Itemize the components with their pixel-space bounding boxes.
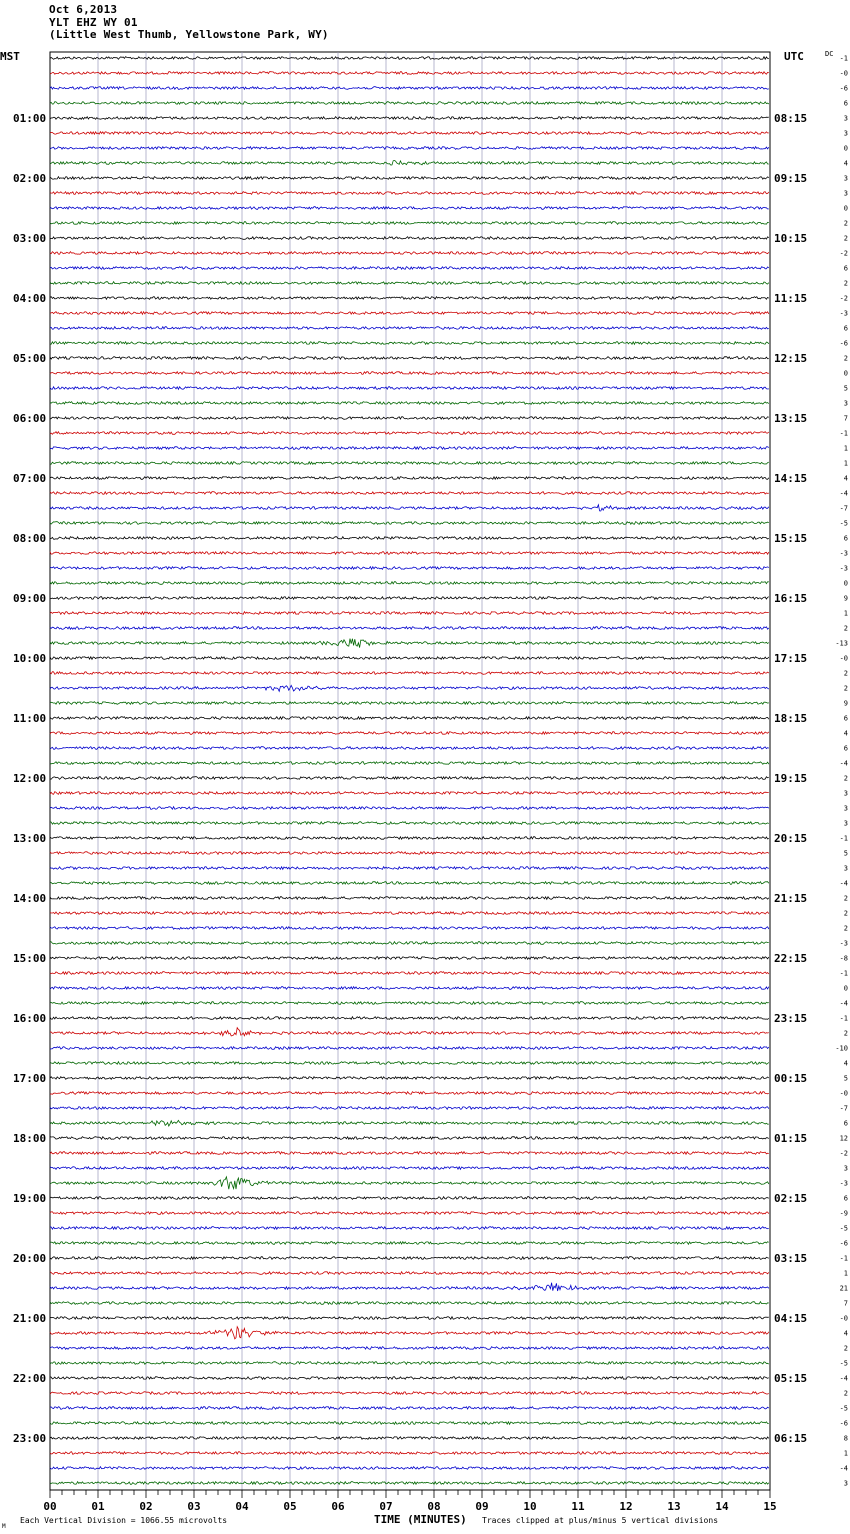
mst-hour-label: 05:00 (13, 352, 47, 365)
trace-row (50, 1212, 769, 1215)
trace-row (50, 777, 769, 780)
dc-offset-label: -4 (839, 999, 848, 1008)
dc-offset-label: -6 (839, 1239, 848, 1248)
trace-row (50, 432, 769, 435)
dc-offset-label: 2 (843, 219, 848, 228)
dc-offset-label: 4 (843, 1329, 848, 1338)
trace-row (50, 597, 769, 600)
trace-row (50, 57, 769, 60)
dc-offset-label: -1 (839, 969, 848, 978)
dc-offset-label: -1 (839, 1014, 848, 1023)
trace-row (50, 1197, 769, 1200)
dc-offset-label: 0 (843, 369, 848, 378)
utc-hour-label: 22:15 (774, 952, 808, 965)
trace-row (50, 1302, 769, 1305)
dc-offset-label: 0 (843, 984, 848, 993)
dc-offset-label: 2 (843, 924, 848, 933)
right-timezone-label: UTC (784, 50, 804, 63)
dc-offset-label: 1 (843, 459, 848, 468)
utc-hour-label: 00:15 (774, 1072, 808, 1085)
trace-row (50, 117, 769, 120)
trace-row (50, 552, 769, 555)
trace-row (50, 1167, 769, 1170)
mst-hour-label: 13:00 (13, 832, 47, 845)
trace-row (50, 282, 769, 285)
trace-row (50, 942, 769, 945)
dc-offset-label: -13 (835, 639, 848, 648)
dc-offset-label: -3 (839, 549, 848, 558)
utc-hour-label: 19:15 (774, 772, 808, 785)
trace-row (50, 402, 769, 405)
utc-hour-label: 04:15 (774, 1312, 808, 1325)
dc-offset-label: 5 (843, 849, 848, 858)
x-tick-label: 02 (139, 1500, 153, 1513)
trace-row (50, 957, 769, 960)
trace-row (50, 222, 769, 225)
trace-row (50, 1392, 769, 1395)
trace-row (50, 612, 769, 615)
dc-offset-label: 6 (843, 1194, 848, 1203)
mst-hour-label: 21:00 (13, 1312, 47, 1325)
utc-hour-label: 14:15 (774, 472, 808, 485)
dc-offset-label: 9 (843, 594, 848, 603)
dc-offset-label: 3 (843, 1164, 848, 1173)
trace-row (50, 1437, 769, 1440)
dc-offset-label: -3 (839, 564, 848, 573)
x-tick-label: 15 (763, 1500, 777, 1513)
x-tick-label: 08 (427, 1500, 441, 1513)
trace-row (50, 312, 769, 315)
trace-row (50, 1422, 769, 1425)
dc-offset-label: 6 (843, 714, 848, 723)
trace-row (50, 492, 769, 495)
trace-row (50, 972, 769, 975)
trace-row (50, 1452, 769, 1455)
trace-row (50, 1407, 769, 1410)
dc-offset-label: -3 (839, 939, 848, 948)
mst-hour-label: 09:00 (13, 592, 47, 605)
trace-row (50, 505, 769, 511)
utc-hour-label: 06:15 (774, 1432, 808, 1445)
dc-offset-label: 3 (843, 174, 848, 183)
x-tick-label: 01 (91, 1500, 105, 1513)
trace-row (50, 732, 769, 735)
dc-offset-label: 3 (843, 804, 848, 813)
trace-row (50, 987, 769, 990)
dc-offset-label: -2 (839, 1149, 848, 1158)
trace-row (50, 807, 769, 810)
x-tick-label: 13 (667, 1500, 681, 1513)
trace-row (50, 1002, 769, 1005)
dc-offset-label: 21 (839, 1284, 848, 1293)
mst-hour-label: 06:00 (13, 412, 47, 425)
dc-offset-label: -4 (839, 759, 848, 768)
trace-row (50, 357, 769, 360)
dc-offset-label: -4 (839, 1374, 848, 1383)
trace-row (50, 639, 769, 648)
mst-hour-label: 23:00 (13, 1432, 47, 1445)
trace-row (50, 1137, 769, 1140)
trace-row (50, 72, 769, 75)
dc-offset-label: 6 (843, 264, 848, 273)
trace-row (50, 1152, 769, 1155)
trace-row (50, 87, 769, 90)
x-tick-label: 04 (235, 1500, 249, 1513)
trace-row (50, 177, 769, 180)
dc-offset-label: 2 (843, 774, 848, 783)
trace-row (50, 192, 769, 195)
dc-offset-label: 4 (843, 1059, 848, 1068)
dc-offset-label: -7 (839, 1104, 848, 1113)
utc-hour-label: 23:15 (774, 1012, 808, 1025)
mst-hour-label: 08:00 (13, 532, 47, 545)
dc-offset-label: -1 (839, 834, 848, 843)
x-tick-label: 06 (331, 1500, 345, 1513)
dc-offset-label: 2 (843, 1344, 848, 1353)
dc-offset-label: 2 (843, 684, 848, 693)
trace-row (50, 1028, 769, 1036)
trace-row (50, 477, 769, 480)
trace-row (50, 792, 769, 795)
trace-row (50, 1017, 769, 1020)
mst-hour-label: 12:00 (13, 772, 47, 785)
dc-offset-label: -2 (839, 294, 848, 303)
trace-row (50, 1327, 769, 1339)
utc-hour-label: 12:15 (774, 352, 808, 365)
dc-offset-label: 7 (843, 1299, 848, 1308)
utc-hour-label: 03:15 (774, 1252, 808, 1265)
trace-row (50, 1177, 769, 1189)
dc-offset-label: 4 (843, 729, 848, 738)
trace-row (50, 1257, 769, 1260)
trace-row (50, 417, 769, 420)
x-axis-title: TIME (MINUTES) (374, 1513, 467, 1526)
trace-row (50, 1283, 769, 1291)
trace-row (50, 462, 769, 465)
mst-hour-label: 20:00 (13, 1252, 47, 1265)
dc-offset-label: 3 (843, 789, 848, 798)
utc-hour-label: 21:15 (774, 892, 808, 905)
dc-offset-label: -5 (839, 1404, 848, 1413)
trace-row (50, 1347, 769, 1350)
dc-offset-label: 9 (843, 699, 848, 708)
utc-hour-label: 02:15 (774, 1192, 808, 1205)
mst-hour-label: 07:00 (13, 472, 47, 485)
dc-offset-label: 3 (843, 819, 848, 828)
dc-offset-label: 6 (843, 99, 848, 108)
dc-offset-label: 2 (843, 669, 848, 678)
trace-row (50, 1227, 769, 1230)
trace-row (50, 1317, 769, 1320)
dc-offset-label: 1 (843, 609, 848, 618)
trace-row (50, 882, 769, 885)
trace-row (50, 685, 769, 691)
mst-hour-label: 02:00 (13, 172, 47, 185)
dc-offset-label: -0 (839, 69, 848, 78)
dc-offset-label: -5 (839, 1359, 848, 1368)
dc-offset-label: 3 (843, 189, 848, 198)
mst-hour-label: 18:00 (13, 1132, 47, 1145)
trace-row (50, 927, 769, 930)
utc-hour-label: 01:15 (774, 1132, 808, 1145)
dc-offset-label: 2 (843, 624, 848, 633)
footer (2, 1513, 718, 1530)
trace-row (50, 822, 769, 825)
x-tick-label: 11 (571, 1500, 585, 1513)
trace-row (50, 252, 769, 255)
trace-row (50, 702, 769, 705)
dc-offset-label: -8 (839, 954, 848, 963)
dc-offset-label: 6 (843, 1119, 848, 1128)
dc-offset-label: -4 (839, 1464, 848, 1473)
dc-offset-label: -9 (839, 1209, 848, 1218)
mst-hour-label: 10:00 (13, 652, 47, 665)
dc-offset-label: 6 (843, 324, 848, 333)
dc-offset-label: 4 (843, 159, 848, 168)
dc-offset-label: 5 (843, 384, 848, 393)
trace-row (50, 747, 769, 750)
dc-offset-label: 7 (843, 414, 848, 423)
utc-hour-label: 10:15 (774, 232, 808, 245)
trace-row (50, 537, 769, 540)
trace-row (50, 447, 769, 450)
dc-offset-label: 0 (843, 579, 848, 588)
trace-row (50, 1242, 769, 1245)
dc-offset-label: -5 (839, 519, 848, 528)
utc-hour-label: 16:15 (774, 592, 808, 605)
dc-offset-label: -1 (839, 54, 848, 63)
trace-row (50, 132, 769, 135)
utc-hour-label: 20:15 (774, 832, 808, 845)
x-tick-label: 10 (523, 1500, 537, 1513)
trace-row (50, 762, 769, 765)
dc-header-label: DC (825, 50, 834, 58)
dc-offset-label: 2 (843, 279, 848, 288)
dc-offset-label: 2 (843, 234, 848, 243)
utc-hour-label: 11:15 (774, 292, 808, 305)
dc-offset-label: 0 (843, 204, 848, 213)
trace-row (50, 1047, 769, 1050)
trace-row (50, 1062, 769, 1065)
dc-offset-label: 3 (843, 1479, 848, 1488)
mst-hour-label: 14:00 (13, 892, 47, 905)
trace-row (50, 147, 769, 150)
mst-hour-label: 19:00 (13, 1192, 47, 1205)
trace-row (50, 837, 769, 840)
utc-hour-label: 05:15 (774, 1372, 808, 1385)
dc-offset-label: 2 (843, 894, 848, 903)
x-tick-label: 05 (283, 1500, 297, 1513)
mst-hour-label: 15:00 (13, 952, 47, 965)
dc-offset-label: 0 (843, 144, 848, 153)
trace-row (50, 672, 769, 675)
trace-row (50, 1120, 769, 1126)
x-tick-label: 14 (715, 1500, 729, 1513)
scale-note: Each Vertical Division = 1066.55 microvolts (20, 1516, 228, 1525)
x-tick-label: 12 (619, 1500, 633, 1513)
trace-row (50, 582, 769, 585)
dc-offset-label: -0 (839, 654, 848, 663)
dc-offset-label: 5 (843, 1074, 848, 1083)
mst-hour-label: 01:00 (13, 112, 47, 125)
mst-hour-label: 11:00 (13, 712, 47, 725)
dc-offset-label: 12 (839, 1134, 848, 1143)
dc-offset-label: -1 (839, 1254, 848, 1263)
dc-offset-label: -0 (839, 1314, 848, 1323)
trace-row (50, 1377, 769, 1380)
trace-row (50, 852, 769, 855)
utc-hour-label: 15:15 (774, 532, 808, 545)
date-label: Oct 6,2013 (49, 3, 118, 16)
dc-offset-label: -3 (839, 1179, 848, 1188)
trace-row (50, 567, 769, 570)
dc-offset-label: 2 (843, 909, 848, 918)
trace-row (50, 912, 769, 915)
trace-row (50, 1107, 769, 1110)
dc-offset-label: 1 (843, 1449, 848, 1458)
dc-offset-label: 4 (843, 474, 848, 483)
trace-row (50, 717, 769, 720)
trace-row (50, 1467, 769, 1470)
dc-offset-label: 2 (843, 354, 848, 363)
dc-offset-label: 3 (843, 864, 848, 873)
x-tick-label: 03 (187, 1500, 201, 1513)
dc-offset-label: -4 (839, 879, 848, 888)
dc-offset-label: 2 (843, 1389, 848, 1398)
trace-row (50, 297, 769, 300)
dc-offset-label: -2 (839, 249, 848, 258)
dc-offset-label: -6 (839, 84, 848, 93)
left-timezone-label: MST (0, 50, 20, 63)
trace-row (50, 1482, 769, 1485)
x-tick-label: 07 (379, 1500, 393, 1513)
trace-row (50, 867, 769, 870)
dc-offset-label: 6 (843, 534, 848, 543)
dc-offset-label: 3 (843, 129, 848, 138)
trace-row (50, 1272, 769, 1275)
trace-lines (50, 57, 769, 1485)
trace-row (50, 1362, 769, 1365)
dc-offset-label: -3 (839, 309, 848, 318)
dc-offset-label: -7 (839, 504, 848, 513)
mst-hour-label: 17:00 (13, 1072, 47, 1085)
dc-offset-label: -10 (835, 1044, 848, 1053)
utc-hour-label: 13:15 (774, 412, 808, 425)
trace-row (50, 522, 769, 525)
trace-row (50, 1077, 769, 1080)
dc-offset-label: 3 (843, 399, 848, 408)
trace-row (50, 102, 769, 105)
trace-row (50, 897, 769, 900)
x-tick-label: 00 (43, 1500, 57, 1513)
dc-offset-label: 6 (843, 744, 848, 753)
station-label: YLT EHZ WY 01 (49, 15, 138, 29)
location-label: (Little West Thumb, Yellowstone Park, WY) (49, 28, 329, 42)
trace-row (50, 372, 769, 375)
trace-row (50, 267, 769, 270)
mst-hour-label: 16:00 (13, 1012, 47, 1025)
utc-hour-label: 09:15 (774, 172, 808, 185)
dc-offset-label: 3 (843, 114, 848, 123)
dc-offset-label: 1 (843, 1269, 848, 1278)
dc-offset-label: 1 (843, 444, 848, 453)
clip-note: Traces clipped at plus/minus 5 vertical divisions (482, 1516, 719, 1525)
utc-hour-label: 18:15 (774, 712, 808, 725)
trace-row (50, 327, 769, 330)
corner-mark: M (2, 1523, 6, 1530)
trace-row (50, 342, 769, 345)
dc-offset-label: -0 (839, 1089, 848, 1098)
trace-row (50, 160, 769, 165)
dc-offset-label: 2 (843, 1029, 848, 1038)
dc-offset-label: -5 (839, 1224, 848, 1233)
mst-hour-label: 04:00 (13, 292, 47, 305)
mst-hour-label: 22:00 (13, 1372, 47, 1385)
trace-row (50, 207, 769, 210)
dc-offset-label: -1 (839, 429, 848, 438)
trace-row (50, 387, 769, 390)
x-tick-label: 09 (475, 1500, 489, 1513)
trace-row (50, 237, 769, 240)
dc-offset-label: -4 (839, 489, 848, 498)
utc-hour-label: 08:15 (774, 112, 808, 125)
trace-row (50, 1092, 769, 1095)
trace-row (50, 657, 769, 660)
utc-hour-label: 17:15 (774, 652, 808, 665)
dc-offset-label: -6 (839, 1419, 848, 1428)
trace-row (50, 627, 769, 630)
mst-hour-label: 03:00 (13, 232, 47, 245)
x-axis (43, 1490, 776, 1513)
dc-offset-label: -6 (839, 339, 848, 348)
dc-offset-label: 8 (843, 1434, 848, 1443)
